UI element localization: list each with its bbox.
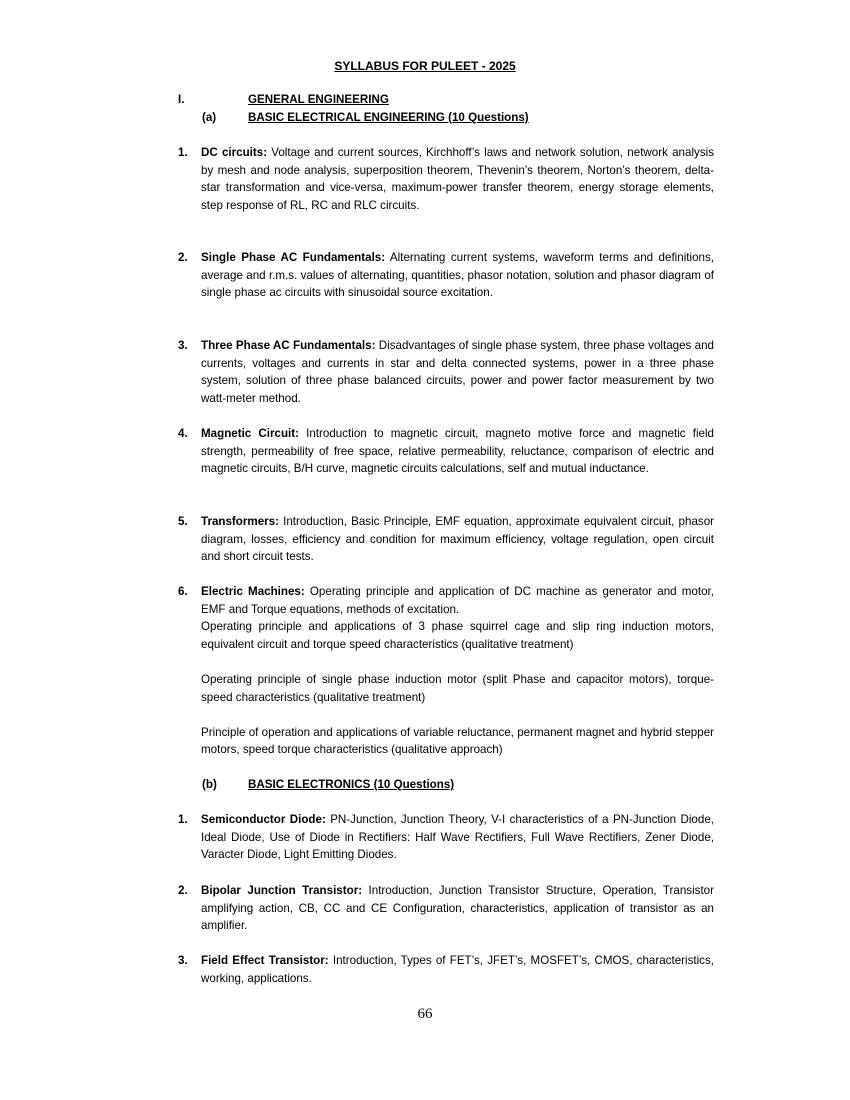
- page-number: 66: [417, 1006, 433, 1022]
- syllabus-item: [178, 249, 714, 302]
- syllabus-item: [178, 583, 714, 759]
- syllabus-item: [178, 811, 714, 864]
- section-title: GENERAL ENGINEERING: [248, 93, 389, 106]
- item-number: 2.: [178, 251, 188, 264]
- item-paragraph: Operating principle of single phase induction motor (split Phase and capacitor motors), torque-speed characteristics (qualitative treatment): [201, 672, 714, 704]
- item-number: 4.: [178, 427, 188, 440]
- item-label: Magnetic Circuit:: [201, 427, 299, 440]
- item-number: 2.: [178, 884, 188, 897]
- item-label: Electric Machines:: [201, 585, 305, 598]
- syllabus-item: [178, 952, 714, 987]
- item-number: 6.: [178, 585, 188, 598]
- subsection-label: (a): [202, 111, 217, 124]
- item-label: Bipolar Junction Transistor:: [201, 884, 363, 897]
- item-label: Three Phase AC Fundamentals:: [201, 339, 376, 352]
- section-number: I.: [178, 93, 185, 106]
- item-paragraph: Operating principle and applications of 3 phase squirrel cage and slip ring induction motors, equivalent circuit and torque speed characteristics (qualitative treatment): [201, 620, 714, 651]
- item-text: Introduction to magnetic circuit, magneto motive force and magnetic field strength, permeability of free space, relative permeability, reluctance, comparison of electric and magnetic circuits, B/H curve, magnetic circuits calculations, self and mutual inductance.: [201, 427, 715, 476]
- item-label: Semiconductor Diode:: [201, 813, 326, 826]
- item-label: Single Phase AC Fundamentals:: [201, 251, 386, 264]
- item-number: 5.: [178, 515, 188, 528]
- subsection-title: BASIC ELECTRICAL ENGINEERING (10 Questions): [248, 111, 529, 124]
- item-number: 3.: [178, 954, 188, 967]
- item-text: Operating principle and application of DC machine as generator and motor, EMF and Torque equations, methods of excitation.: [201, 585, 714, 616]
- subsection-label: (b): [202, 778, 217, 791]
- item-text: Disadvantages of single phase system, three phase voltages and currents, voltages and currents in star and delta connected systems, power in a three phase system, solution of three phase balanced circuits, power and power factor measurement by two watt-meter method.: [201, 339, 714, 405]
- syllabus-item: [178, 337, 714, 407]
- item-paragraph: Principle of operation and applications of variable reluctance, permanent magnet and hybrid stepper motors, speed torque characteristics (qualitative approach): [201, 725, 714, 757]
- item-text: Introduction, Junction Transistor Structure, Operation, Transistor amplifying action, CB, CC and CE Configuration, characteristics, application of transistor as an amplifier.: [201, 884, 714, 933]
- item-number: 1.: [178, 813, 188, 826]
- item-number: 3.: [178, 339, 188, 352]
- syllabus-item: [178, 882, 714, 935]
- item-text: Introduction, Types of FET’s, JFET’s, MOSFET’s, CMOS, characteristics, working, applications.: [201, 954, 714, 985]
- item-text: Voltage and current sources, Kirchhoff’s laws and network solution, network analysis by mesh and node analysis, superposition theorem, Thevenin’s theorem, Norton’s theorem, delta-star transformation and vice-versa, maximum-power transfer theorem, energy storage elements, step response of RL, RC and RLC circuits.: [201, 146, 714, 212]
- item-label: DC circuits:: [201, 146, 268, 159]
- document-title: SYLLABUS FOR PULEET - 2025: [334, 59, 516, 73]
- item-label: Field Effect Transistor:: [201, 954, 329, 967]
- syllabus-item: [178, 513, 714, 566]
- item-text: Alternating current systems, waveform terms and definitions, average and r.m.s. values of alternating, quantities, phasor notation, solution and phasor diagram of single phase ac circuits with sinusoidal source excitation.: [201, 251, 714, 300]
- item-label: Transformers:: [201, 515, 279, 528]
- item-number: 1.: [178, 146, 188, 159]
- item-text: Introduction, Basic Principle, EMF equation, approximate equivalent circuit, phasor diagram, losses, efficiency and condition for maximum efficiency, voltage regulation, open circuit and short circuit tests.: [201, 515, 714, 564]
- syllabus-item: [178, 144, 714, 214]
- subsection-title: BASIC ELECTRONICS (10 Questions): [248, 778, 455, 791]
- syllabus-item: [178, 425, 714, 478]
- item-text: PN-Junction, Junction Theory, V-I characteristics of a PN-Junction Diode, Ideal Diode, Use of Diode in Rectifiers: Half Wave Rectifiers, Full Wave Rectifiers, Zener Diode, Varacter Diode, Light Emitting Diodes.: [201, 813, 714, 862]
